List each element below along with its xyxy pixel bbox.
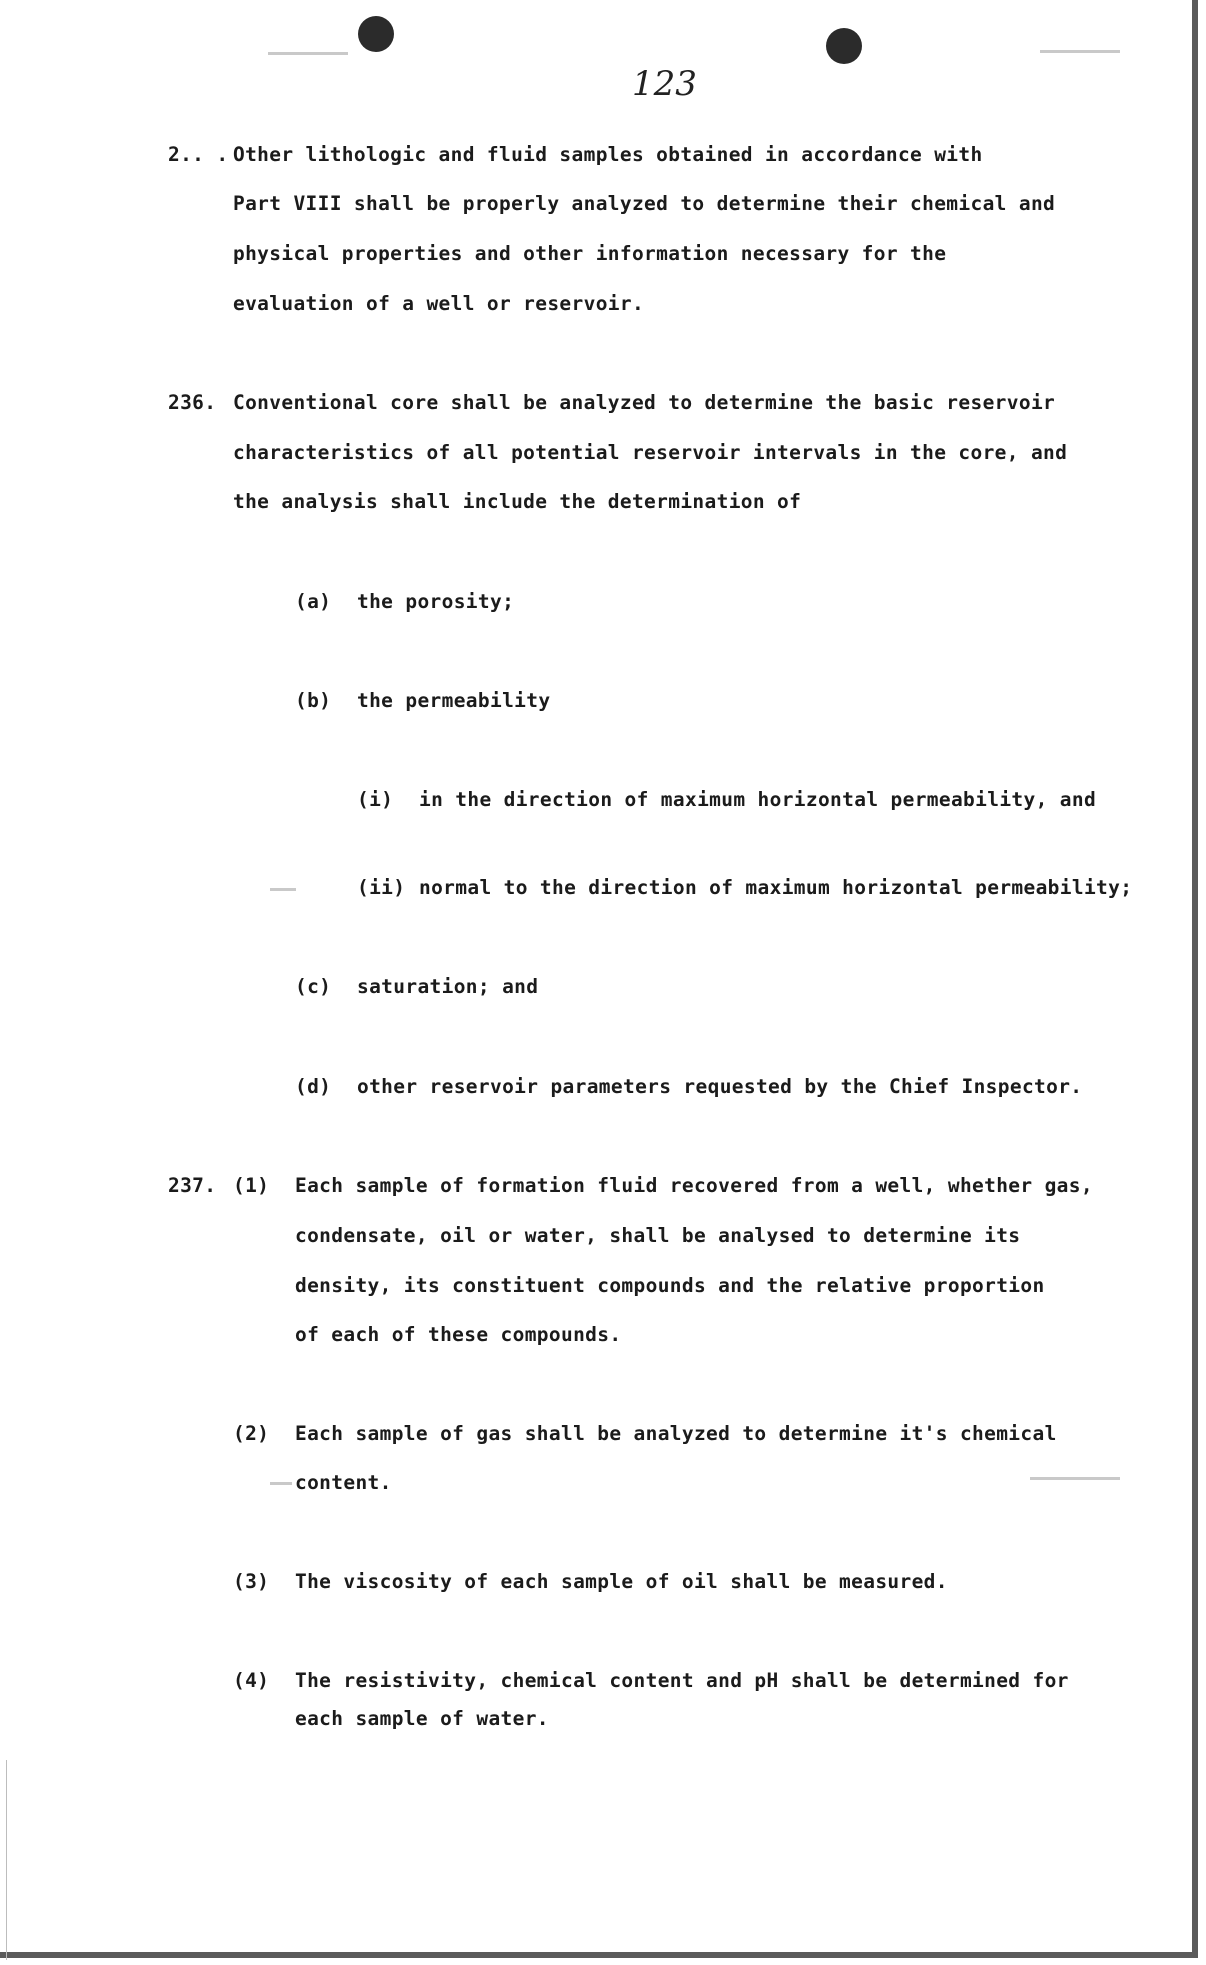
subsection-2-label: (2): [233, 1422, 270, 1445]
item-c-text: saturation; and: [357, 975, 539, 998]
scan-smudge: [270, 888, 296, 891]
item-b-i-label: (i): [357, 788, 394, 811]
section-236-number: 236.: [168, 391, 217, 414]
subsection-1-line-2: condensate, oil or water, shall be analysed to determine its: [295, 1224, 1021, 1247]
punch-hole-right: [826, 28, 862, 64]
page-number: 123: [632, 64, 697, 104]
subsection-2-line-1: Each sample of gas shall be analyzed to determine it's chemical: [295, 1422, 1057, 1445]
section-235-line-2: Part VIII shall be properly analyzed to determine their chemical and: [233, 192, 1056, 215]
item-b-ii-text: normal to the direction of maximum horizontal permeability;: [419, 876, 1133, 899]
subsection-1-line-3: density, its constituent compounds and the relative proportion: [295, 1274, 1045, 1297]
scan-smudge: [1040, 50, 1120, 53]
section-235-line-1: Other lithologic and fluid samples obtained in accordance with: [233, 143, 983, 166]
item-c-label: (c): [295, 975, 332, 998]
subsection-4-line-2: each sample of water.: [295, 1707, 549, 1730]
item-b-label: (b): [295, 689, 332, 712]
item-b-i-text: in the direction of maximum horizontal permeability, and: [419, 788, 1097, 811]
item-b-text: the permeability: [357, 689, 551, 712]
punch-hole-left: [358, 16, 394, 52]
scan-smudge: [1030, 1477, 1120, 1480]
scan-smudge: [270, 1482, 292, 1485]
item-b-ii-label: (ii): [357, 876, 406, 899]
section-236-line-3: the analysis shall include the determination of: [233, 490, 802, 513]
section-236-line-1: Conventional core shall be analyzed to determine the basic reservoir: [233, 391, 1056, 414]
section-235-number: 2.. .: [168, 143, 229, 166]
item-a-label: (a): [295, 590, 332, 613]
item-d-label: (d): [295, 1075, 332, 1098]
scan-smudge: [268, 52, 348, 55]
subsection-2-line-2: content.: [295, 1471, 392, 1494]
section-235-line-3: physical properties and other information necessary for the: [233, 242, 947, 265]
section-235-line-4: evaluation of a well or reservoir.: [233, 292, 645, 315]
subsection-3-line-1: The viscosity of each sample of oil shall be measured.: [295, 1570, 948, 1593]
subsection-3-label: (3): [233, 1570, 270, 1593]
section-237-number: 237.: [168, 1174, 217, 1197]
item-a-text: the porosity;: [357, 590, 515, 613]
page-edge-line: [6, 1760, 7, 1960]
subsection-4-label: (4): [233, 1669, 270, 1692]
subsection-1-line-4: of each of these compounds.: [295, 1323, 622, 1346]
section-236-line-2: characteristics of all potential reservoir intervals in the core, and: [233, 441, 1068, 464]
subsection-1-label: (1): [233, 1174, 270, 1197]
item-d-text: other reservoir parameters requested by the Chief Inspector.: [357, 1075, 1083, 1098]
subsection-1-line-1: Each sample of formation fluid recovered from a well, whether gas,: [295, 1174, 1093, 1197]
subsection-4-line-1: The resistivity, chemical content and pH shall be determined for: [295, 1669, 1069, 1692]
